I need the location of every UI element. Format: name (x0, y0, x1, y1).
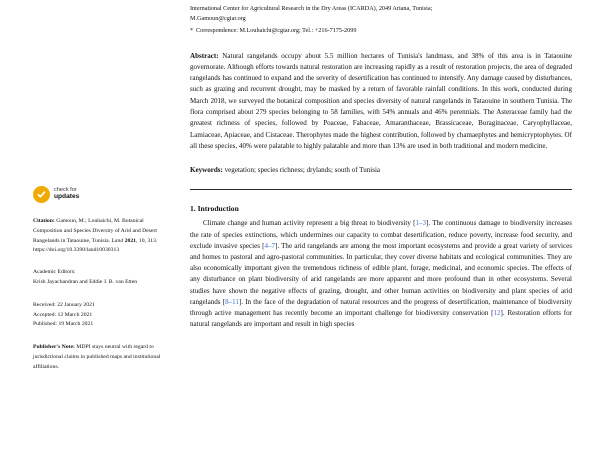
abstract-text: Natural rangelands occupy about 5.5 million hectares of Tunisia's landmass, and 38% of this area is in Tataouine governorate. Although efforts towards natural restoration are increasing rapidly as a result of restoration projects, the area of degraded rangelands has continued to expand and the severity of desertification has continued to intensify. Any damage caused by disturbances, such as grazing and recurrent drought, may be masked by a return of favorable rainfall conditions. In this work, conducted during March 2018, we surveyed the botanical composition and species diversity of natural rangelands in Tataouine in southern Tunisia. The flora comprised about 279 species belonging to 58 families, with 54% annuals and 46% perennials. The Asteraceae family had the greatest richness of species, followed by Poaceae, Fabaceae, Amaranthaceae, Brassicaceae, Boraginaceae, Caryophyllaceae, Lamiaceae, Apiaceae, and Cistaceae. Therophytes made the highest contribution, followed by chamaephytes and hemicryptophytes. Of all these species, 40% were palatable to highly palatable and more than 13% are used in both traditional and modern medicine. (190, 51, 572, 150)
keywords-section (190, 165, 572, 176)
accepted-date: Accepted: 12 March 2021 (33, 311, 93, 318)
badge-label (54, 188, 79, 201)
citation-authors: Gamoun, M.; Louhaichi, M. (56, 218, 121, 224)
received-date: Received: 22 January 2021 (33, 301, 95, 308)
main-column (190, 0, 572, 331)
affiliation-block (190, 4, 572, 36)
sidebar (33, 186, 161, 385)
academic-editors-block (33, 268, 161, 288)
correspondence-text: Correspondence: M.Louhaichi@cgiar.org; Tel.: +216-7175-2099 (196, 26, 357, 34)
citation-link-1[interactable]: 1–3 (415, 219, 427, 228)
intro-text-a: Climate change and human activity represent a big threat to biodiversity [ (203, 219, 416, 228)
asterisk-icon: * (190, 26, 194, 34)
publisher-note-label: Publisher's Note: (33, 344, 75, 351)
citation-link-4[interactable]: 12 (493, 309, 501, 318)
published-date: Published: 19 March 2021 (33, 321, 94, 328)
intro-text-d: ]. In the face of the degradation of natural resources and the progress of desertification, maintenance of biodiversity through active management has recently become an important challenge for biodiversity conservation [ (190, 297, 572, 318)
affiliation-email[interactable]: M.Gamoun@cgiar.org (190, 15, 246, 23)
abstract-label: Abstract: (190, 51, 219, 60)
academic-editors-names: Krish Jayachandran and Eddie J. B. van Etten (33, 278, 138, 285)
publisher-note-text: MDPI stays neutral with regard to jurisdictional claims in published maps and institutional affiliations. (33, 344, 161, 370)
check-circle-icon (33, 186, 50, 203)
publisher-note-block (33, 343, 161, 372)
affiliation-line-1: International Center for Agricultural Research in the Dry Areas (ICARDA), 2049 Ariana, Tunisia; (190, 5, 433, 12)
keywords-text: vegetation; species richness; drylands; south of Tunisia (224, 166, 381, 175)
citation-doi-link[interactable]: https://doi.org/10.3390/land10030313 (33, 247, 120, 254)
check-for-updates-badge[interactable] (33, 186, 161, 203)
introduction-heading: 1. Introduction (190, 204, 239, 214)
citation-journal: Land (111, 237, 124, 244)
citation-volume-pages: , 10, 313. (136, 237, 158, 244)
publication-dates-block (33, 301, 161, 330)
badge-line-1: check for (54, 187, 77, 194)
citation-link-2[interactable]: 4–7 (264, 241, 276, 250)
intro-text-c: ]. The arid rangelands are among the most important ecosystems and provide a great variety of services and homes to pastoral and agro-pastoral communities. In particular, they cover diverse habitats and ecological communities. They are also economically important given the tremendous richness of edible plant, forage, medicinal, and economic species. The effects of any disturbance on plant biodiversity of arid rangelands are more apparent and more profound than in other ecosystems. Several studies have shown the negative effects of grazing, drought, and other human activities on biodiversity and plant species of arid rangelands [ (190, 241, 572, 306)
citation-year: 2021 (124, 237, 136, 244)
citation-label: Citation: (33, 218, 55, 224)
keywords-label: Keywords: (190, 166, 223, 175)
intro-text-e: ]. Restoration efforts for natural rangelands are important and result in high species (190, 309, 572, 329)
correspondence-line (190, 26, 572, 36)
introduction-paragraph (190, 218, 572, 330)
abstract-section (190, 51, 572, 152)
badge-line-2: updates (54, 192, 80, 200)
citation-title: Botanical Composition and Species Diversity of Arid and Desert Rangelands in Tataouine, Tunisia. (33, 218, 157, 244)
academic-editors-label: Academic Editors: (33, 269, 76, 276)
section-divider (190, 189, 572, 190)
citation-block (33, 217, 161, 256)
intro-text-b: ]. The continuous damage to biodiversity increases the rate of species extinctions, which undermines our capacity to combat desertification, reduce poverty, increase food security, and exclude invasive species [ (190, 219, 572, 250)
citation-link-3[interactable]: 8–11 (225, 297, 239, 306)
